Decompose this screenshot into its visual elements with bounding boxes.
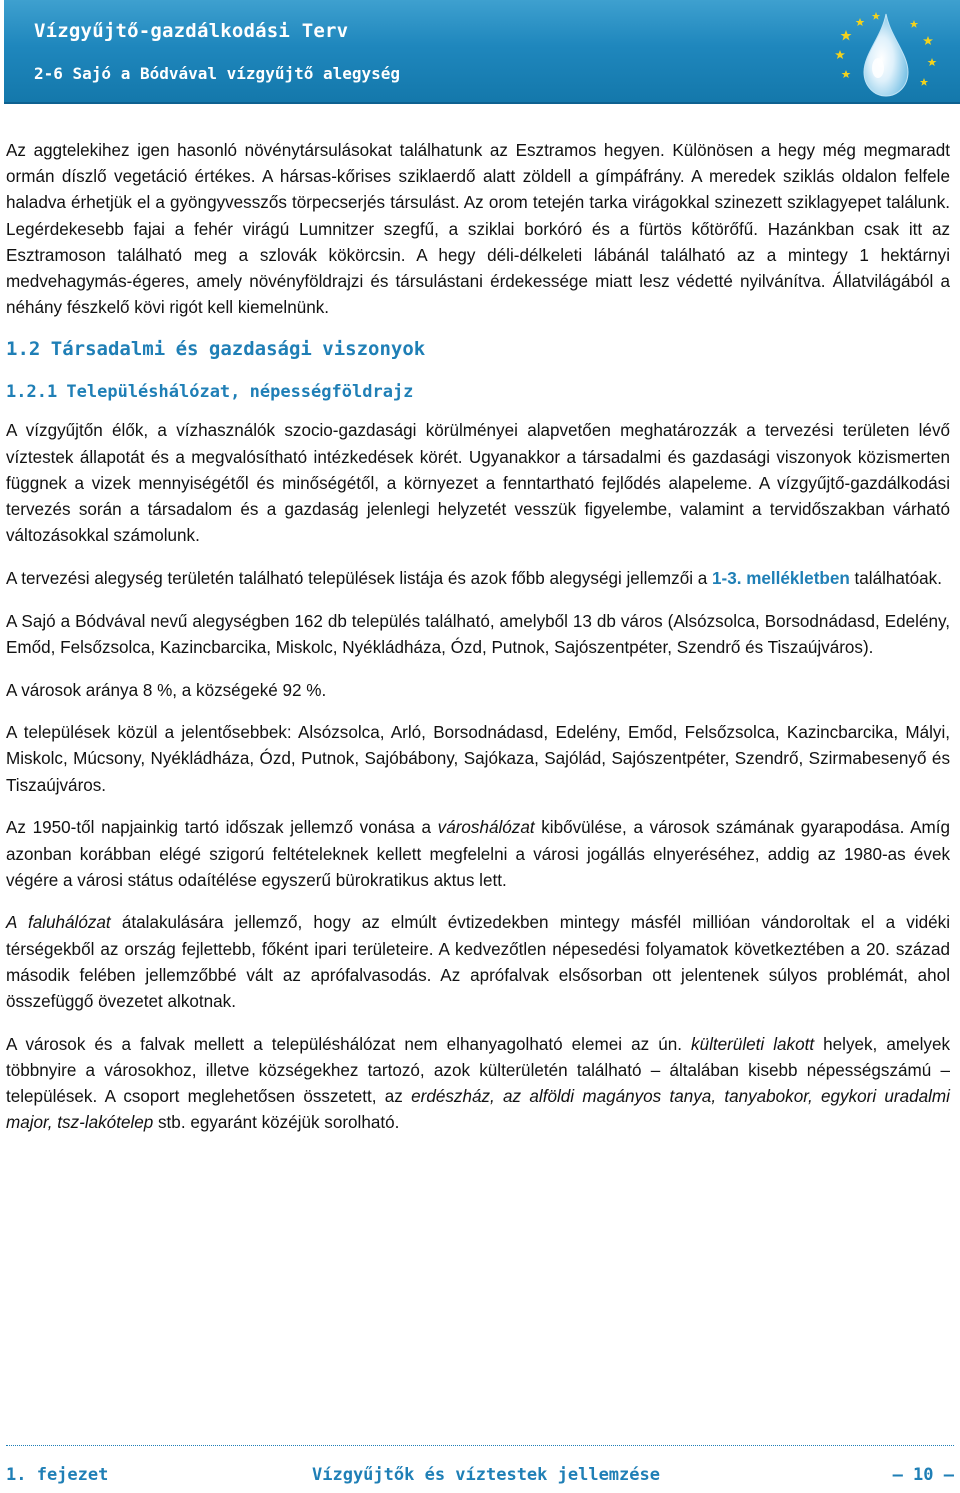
emphasis-term: erdészház, az alföldi magányos tanya, tanyabokor, egykori uradalmi major, tsz-lakótelep [6, 1087, 950, 1133]
paragraph-ratio: A városok aránya 8 %, a községeké 92 %. [6, 680, 327, 700]
footer-chapter: 1. fejezet [6, 1465, 109, 1485]
text-segment: kibővülése, a városok számának gyarapodása. Amíg azonban korábban elégé szigorú feltételeknek kellett megfelelni a városi jogállás elnyeréséhez, addig az 1980-as évek végére a városi státus odaítélése egyszerű bürokratikus aktus lett. [6, 818, 950, 890]
text-segment: Az 1950-től napjainkig tartó időszak jellemző vonása a [6, 818, 438, 838]
document-title: Vízgyűjtő-gazdálkodási Terv [34, 20, 349, 42]
text-segment: A tervezési alegység területén található települések listája és azok főbb alegységi jellemzői a [6, 568, 713, 588]
text-segment: találhatóak. [849, 568, 942, 588]
subsection-heading: 1.2.1 Településhálózat, népességföldrajz [6, 382, 414, 403]
page-header [4, 0, 960, 104]
emphasis-term: városhálózat [437, 818, 535, 838]
text-segment: stb. egyaránt közéjük sorolható. [153, 1113, 400, 1133]
text-segment: átalakulására jellemző, hogy az elmúlt évtizedekben mintegy másfél millióan vándoroltak el a vidéki térségekből az ország fejlettebb, főként ipari területeire. A kedvezőtlen népesedési folyamatok következtében a 20. század második felében jellemzőbbé vált az aprófalvasodás. Az aprófalvak elsősorban ott jelentenek súlyos problémát, ahol összefüggő övezetet alkotnak. [6, 913, 951, 1012]
section-heading: 1.2 Társadalmi és gazdasági viszonyok [6, 338, 426, 361]
emphasis-term: A faluhálózat [6, 913, 111, 933]
paragraph-village-network [6, 910, 950, 1015]
page-footer [6, 1465, 954, 1489]
page-content [6, 138, 950, 1137]
paragraph-cities: A Sajó a Bódvával nevű alegységben 162 db település található, amelyből 13 db város (Alsózsolca, Borsodnádasd, Edelény, Emőd, Felsőzsolca, Kazincbarcika, Miskolc, Nyékládháza, Ózd, Putnok, Sajószentpéter, Szendrő és Tiszaújváros). [6, 611, 950, 657]
eu-water-drop-logo [820, 6, 950, 102]
footer-chapter-title: Vízgyűjtők és víztestek jellemzése [312, 1465, 660, 1485]
text-segment: helyek, amelyek többnyire a városokhoz, illetve községekhez tartozó, azok külterületén található – általában kisebb népességszámú – települések. A csoport meglehetősen összetett, az [6, 1034, 951, 1107]
paragraph-outlying-settlements [6, 1032, 950, 1137]
paragraph-major-settlements: A települések közül a jelentősebbek: Alsózsolca, Arló, Borsodnádasd, Edelény, Emőd, Felsőzsolca, Kazincbarcika, Mályi, Miskolc, Múcsony, Nyékládháza, Ózd, Putnok, Sajóbábony, Sajókaza, Sajólád, Sajószentpéter, Szendrő, Szirmabesenyő és Tiszaújváros. [6, 723, 950, 795]
document-subtitle: 2-6 Sajó a Bódvával vízgyűjtő alegység [34, 64, 401, 83]
page-number: — 10 — [892, 1465, 954, 1485]
emphasis-term: külterületi lakott [691, 1034, 815, 1054]
paragraph-socio-economic: A vízgyűjtőn élők, a vízhasználók szocio-gazdasági körülményei alapvetően meghatározzák a tervezési területen lévő víztestek állapotát és a megvalósítható intézkedések körét. Ugyanakkor a társadalmi és gazdasági viszonyok közismerten függnek a vizek mennyiségétől és minőségétől, a környezet a fenntartható fejlődés alapeleme. A vízgyűjtő-gazdálkodási tervezés során a társadalom és a gazdaság jelenlegi helyzetét vesszük figyelembe, valamint a tervidőszakban várható változásokkal számolunk. [6, 421, 950, 546]
paragraph-city-network [6, 815, 950, 894]
paragraph-settlement-list [6, 566, 950, 592]
paragraph-flora: Az aggtelekihez igen hasonló növénytársulásokat találhatunk az Esztramos hegyen. Különösen a hegy még megmaradt ormán díszlő vegetáció értékes. A hársas-kőrises sziklaerdő alatt zöldell a gímpáfrány. A meredek sziklás oldalon felfele haladva érhetjük el a gyöngyvesszős törpecserjés társulást. Az orom tetején tarka virágokkal szinezett sziklagyepet találunk. Legérdekesebb fajai a fehér virágú Lumnitzer szegfű, a sziklai borkóró és a fürtös kőtörőfű. Hazánkban csak itt az Esztramoson található meg a szlovák kökörcsin. A hegy déli-délkeleti lábánál található az a mintegy 1 hektárnyi medvehagymás-égeres, amely növényföldrajzi és társulástani érdekessége miatt lesz védetté nyilvánítva. Állatvilágából a néhány fészkelő kövi rigót kell kiemelnünk. [6, 141, 950, 318]
text-segment: A városok és a falvak mellett a településhálózat nem elhanyagolható elemei az ún. [6, 1034, 692, 1054]
footer-divider [6, 1445, 954, 1446]
annex-reference-link[interactable]: 1-3. mellékletben [712, 568, 850, 588]
